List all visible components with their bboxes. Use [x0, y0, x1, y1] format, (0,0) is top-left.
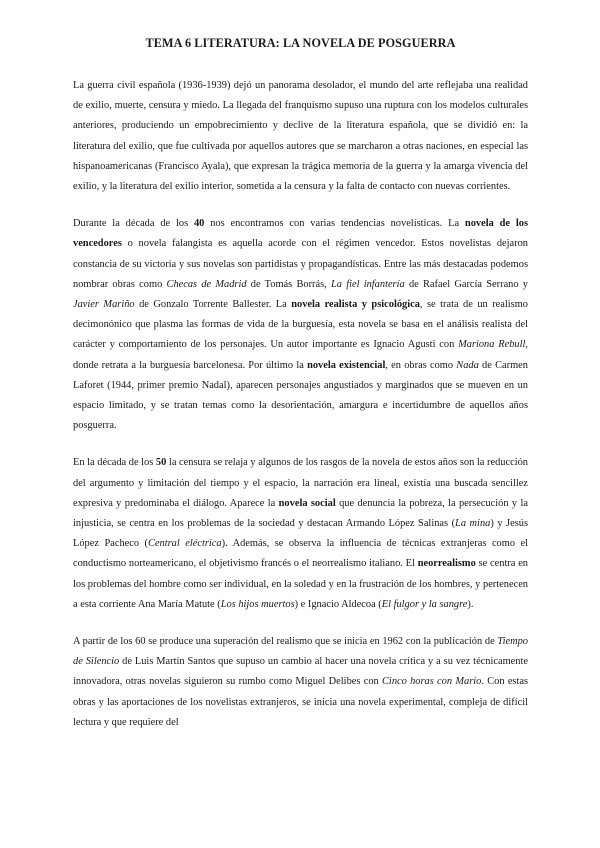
- paragraph-decade-60: A partir de los 60 se produce una superación del realismo que se inicia en 1962 con la publicación de Tiempo de Silencio de Luis Martín Santos que supuso un cambio al hacer una novela crítica y a su vez técnicamente innovadora, otras novelas siguieron su rumbo como Miguel Delibes con Cinco horas con Mario. Con estas obras y las aportaciones de los novelistas extranjeros, se inicia una novela experimental, compleja de difícil lectura y que requiere del: [73, 636, 529, 728]
- page-title: TEMA 6 LITERATURA: LA NOVELA DE POSGUERRA: [145, 36, 456, 50]
- paragraph-intro: La guerra civil española (1936-1939) dejó un panorama desolador, el mundo del arte reflejaba una realidad de exilio, muerte, censura y miedo. La llegada del franquismo supuso una ruptura con los modelos culturales anteriores, produciendo un empobrecimiento y declive de la literatura española, que se dividió en: la literatura del exilio, que fue cultivada por aquellos autores que se marcharon a otras naciones, en especial las hispanoamericanas (Francisco Ayala), que expresan la trágica memoria de la guerra y la amarga vivencia del exilio, y la literatura del exilio interior, sometida a la censura y la falta de contacto con nuevas corrientes.: [73, 80, 528, 193]
- paragraph-decade-40: Durante la década de los 40 nos encontramos con varias tendencias novelísticas. La novela de los vencedores o novela falangista es aquella acorde con el régimen vencedor. Estos novelistas dejaron constancia de su victoria y sus novelas son partidistas y propagandísticas. Entre las más destacadas podemos nombrar obras como Checas de Madrid de Tomás Borrás, La fiel infantería de Rafael García Serrano y Javier Mariño de Gonzalo Torrente Ballester. La novela realista y psicológica, se trata de un realismo decimonónico que plasma las formas de vida de la burguesía, esta novela se basa en el análisis realista del carácter y comportamiento de los personajes. Un autor importante es Ignacio Agustí con Mariona Rebull, donde retrata a la burguesía barcelonesa. Por último la novela existencial, en obras como Nada de Carmen Laforet (1944, primer premio Nadal), aparecen personajes angustiados y marginados que se mueven en un espacio limitado, y se tratan temas como la desorientación, amargura e incertidumbre de aquellos años posguerra.: [73, 218, 529, 432]
- paragraph-decade-50: En la década de los 50 la censura se relaja y algunos de los rasgos de la novela de estos años son la reducción del argumento y limitación del tiempo y el espacio, la narración era lineal, existía una buscada sencillez expresiva y predominaba el diálogo. Aparece la novela social que denuncia la pobreza, la persecución y la injusticia, se centra en los problemas de la sociedad y destacan Armando López Salinas (La mina) y Jesús López Pacheco (Central eléctrica). Además, se observa la influencia de técnicas extranjeras como el conductismo norteamericano, el objetivismo francés o el neorrealismo italiano. El neorrealismo se centra en los problemas del hombre como ser individual, en la soledad y en la frustración de los hombres, y pertenecen a esta corriente Ana María Matute (Los hijos muertos) e Ignacio Aldecoa (El fulgor y la sangre).: [73, 457, 529, 610]
